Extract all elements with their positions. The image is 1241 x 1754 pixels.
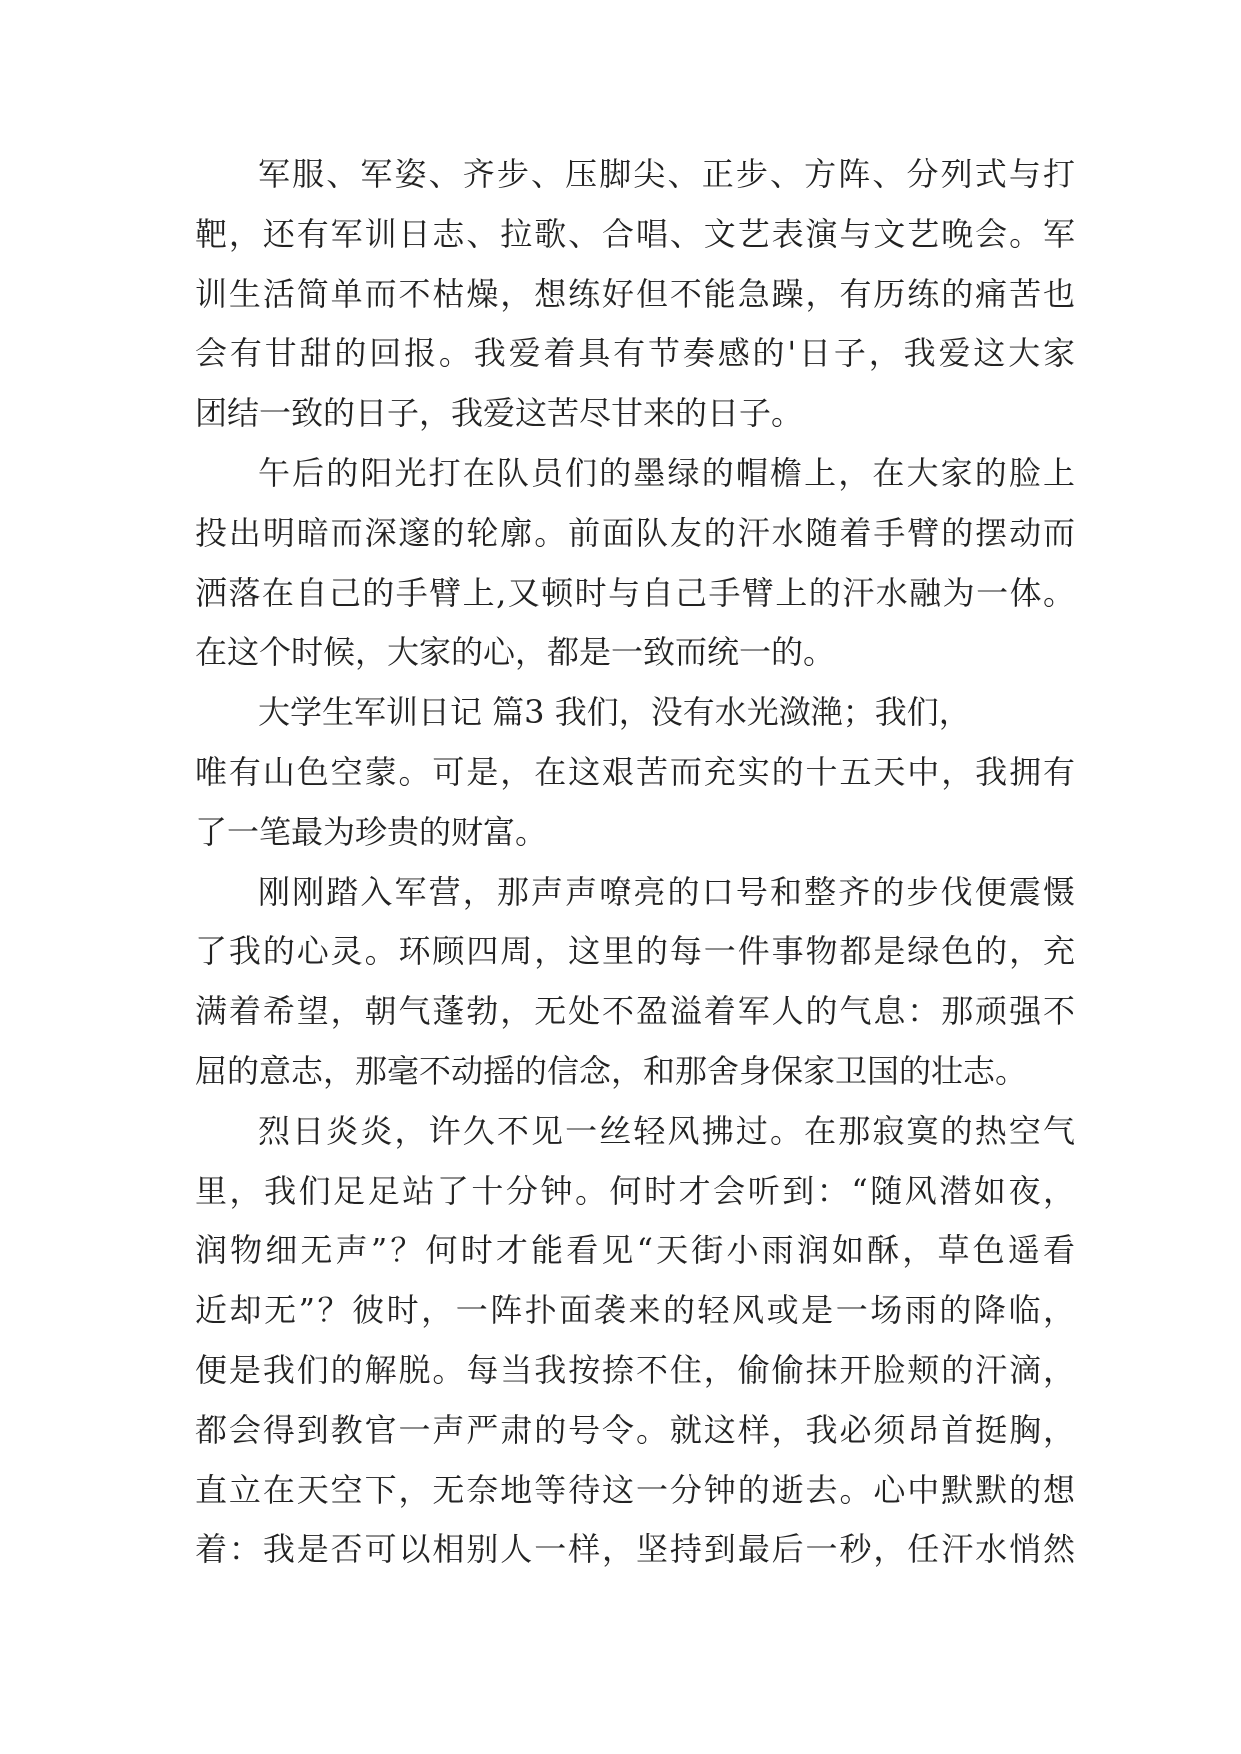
paragraph-1-line-2: 靶，还有军训日志、拉歌、合唱、文艺表演与文艺晚会。军 [195,214,1075,253]
paragraph-5-line-8: 着：我是否可以相别人一样，坚持到最后一秒，任汗水悄然 [195,1530,1075,1569]
paragraph-1-line-3: 训生活简单而不枯燥，想练好但不能急躁，有历练的痛苦也 [195,274,1075,313]
paragraph-2-line-1: 午后的阳光打在队员们的墨绿的帽檐上，在大家的脸上 [258,453,1075,492]
section-heading-line: 大学生军训日记 篇3 我们，没有水光潋滟；我们， [258,693,971,732]
paragraph-2-line-2: 投出明暗而深邃的轮廓。前面队友的汗水随着手臂的摆动而 [195,513,1075,552]
paragraph-3-line-2: 唯有山色空蒙。可是，在这艰苦而充实的十五天中，我拥有 [195,752,1075,791]
paragraph-5-line-2: 里，我们足足站了十分钟。何时才会听到：“随风潜如夜， [195,1171,1075,1210]
paragraph-1-line-4: 会有甘甜的回报。我爱着具有节奏感的'日子，我爱这大家 [195,334,1075,373]
paragraph-1-line-1: 军服、军姿、齐步、压脚尖、正步、方阵、分列式与打 [258,155,1075,193]
paragraph-5-line-1: 烈日炎炎，许久不见一丝轻风拂过。在那寂寞的热空气 [258,1111,1075,1150]
paragraph-2-line-3: 洒落在自己的手臂上,又顿时与自己手臂上的汗水融为一体。 [195,573,1075,612]
paragraph-5-line-7: 直立在天空下，无奈地等待这一分钟的逝去。心中默默的想 [195,1470,1075,1509]
paragraph-5-line-5: 便是我们的解脱。每当我按捺不住，偷偷抹开脸颊的汗滴， [195,1350,1075,1389]
document-body [195,145,1075,1580]
paragraph-3-line-3: 了一笔最为珍贵的财富。 [195,812,548,851]
paragraph-2-line-4: 在这个时候，大家的心，都是一致而统一的。 [195,633,836,672]
paragraph-5-line-6: 都会得到教官一声严肃的号令。就这样，我必须昂首挺胸， [195,1410,1075,1449]
paragraph-4-line-4: 屈的意志，那毫不动摇的信念，和那舍身保家卫国的壮志。 [195,1051,1028,1090]
paragraph-4-line-1: 刚刚踏入军营，那声声嘹亮的口号和整齐的步伐便震慑 [258,872,1075,911]
paragraph-4-line-3: 满着希望，朝气蓬勃，无处不盈溢着军人的气息：那顽强不 [195,992,1075,1031]
paragraph-1-line-5: 团结一致的日子，我爱这苦尽甘来的日子。 [195,394,804,433]
paragraph-5-line-3: 润物细无声”？何时才能看见“天街小雨润如酥，草色遥看 [195,1231,1075,1270]
paragraph-4-line-2: 了我的心灵。环顾四周，这里的每一件事物都是绿色的，充 [195,932,1075,971]
paragraph-5-line-4: 近却无”？彼时，一阵扑面袭来的轻风或是一场雨的降临， [195,1291,1075,1330]
